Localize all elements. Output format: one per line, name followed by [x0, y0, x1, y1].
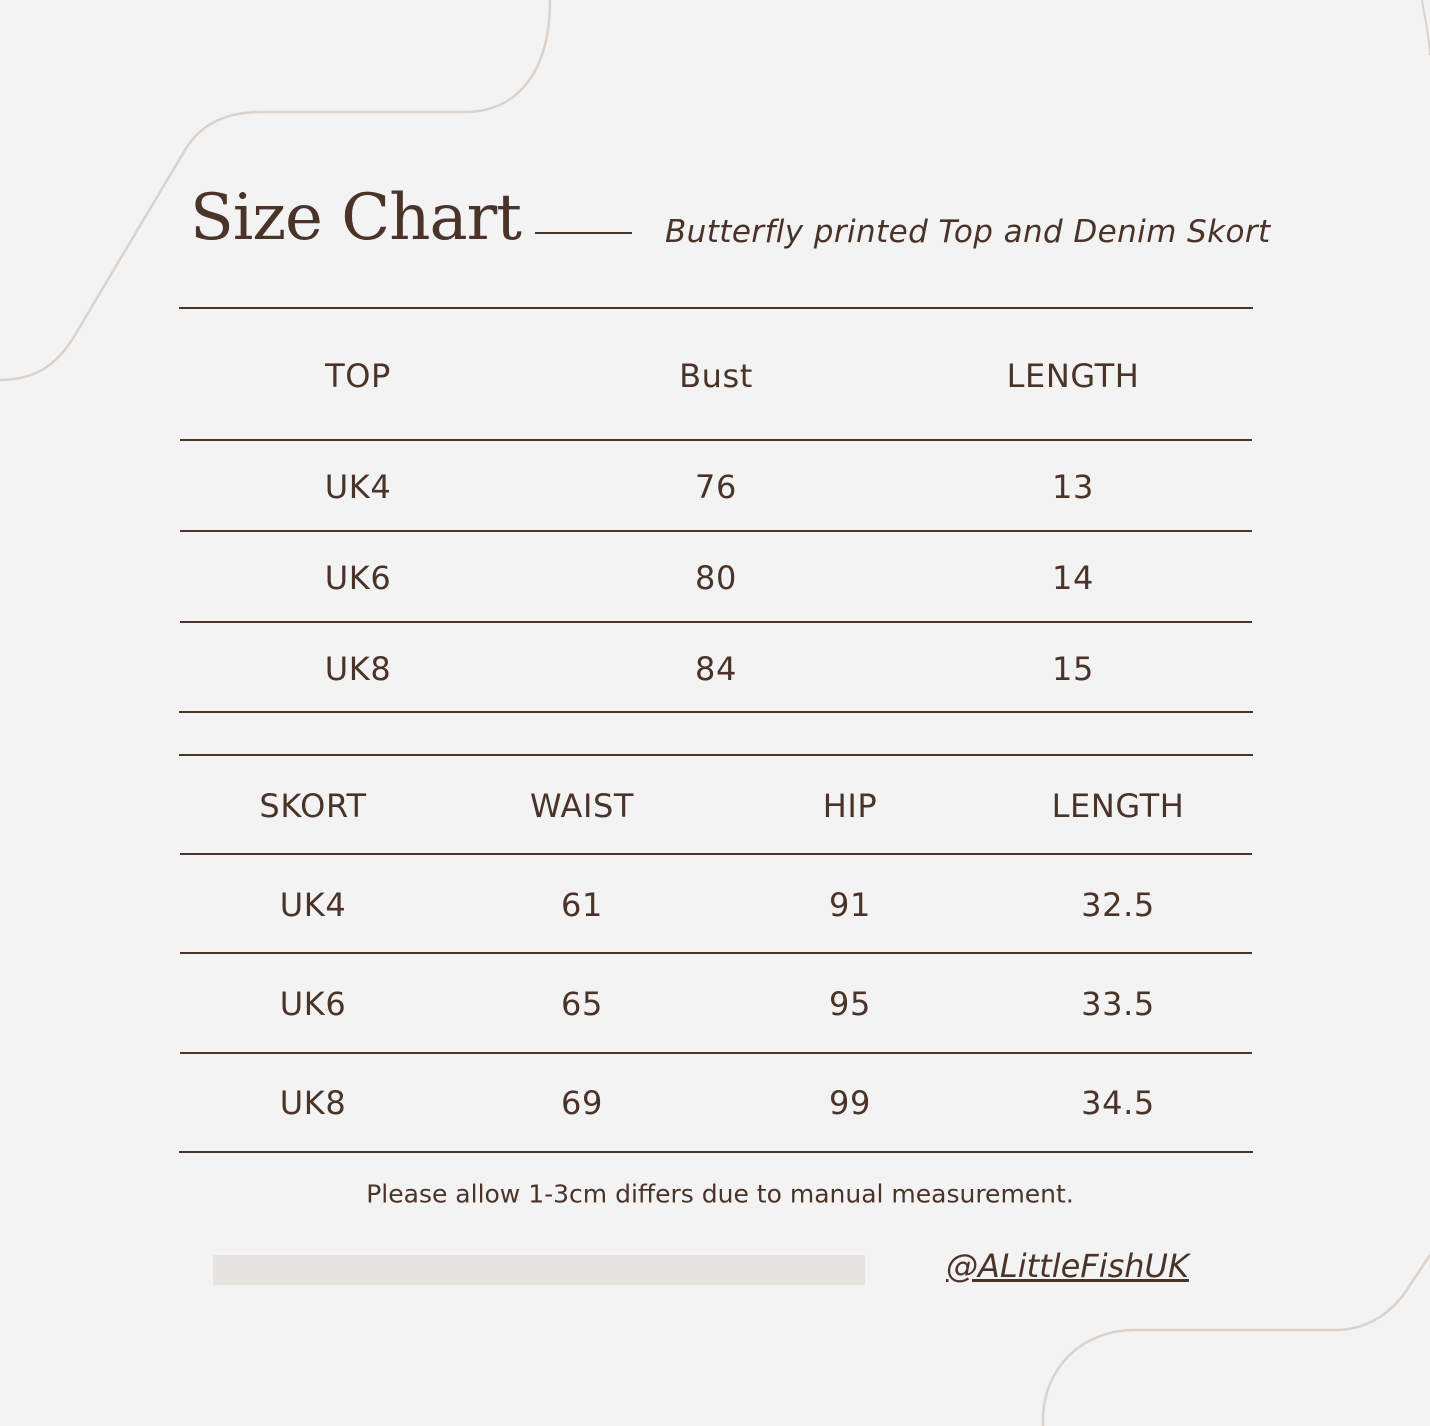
table-cell: 69: [561, 1084, 603, 1122]
table-rule: [179, 1151, 1253, 1153]
table-rule: [179, 307, 1253, 309]
table-cell: 65: [561, 985, 603, 1023]
table-cell: 76: [695, 468, 737, 506]
table-rule: [180, 621, 1252, 623]
header-cell: HIP: [822, 787, 878, 825]
table-cell: 84: [695, 650, 737, 688]
table-cell: UK8: [279, 1084, 347, 1122]
table-cell: UK4: [324, 468, 392, 506]
footer-bar: [213, 1255, 865, 1285]
table-cell: UK6: [324, 559, 392, 597]
table-cell: 80: [695, 559, 737, 597]
header-cell: LENGTH: [1051, 787, 1185, 825]
table-cell: 99: [829, 1084, 871, 1122]
table-cell: 61: [561, 886, 603, 924]
table-cell: 13: [1052, 468, 1094, 506]
table-rule: [180, 1052, 1252, 1054]
header-cell: WAIST: [529, 787, 635, 825]
table-cell: 33.5: [1081, 985, 1155, 1023]
table-cell: 91: [829, 886, 871, 924]
table-cell: 32.5: [1081, 886, 1155, 924]
table-rule: [180, 853, 1252, 855]
right-edge-curve: [1422, 0, 1430, 55]
table-rule: [179, 754, 1253, 756]
measurement-note: Please allow 1-3cm differs due to manual measurement.: [366, 1179, 1074, 1209]
header-cell: Bust: [679, 357, 753, 395]
table-rule: [180, 439, 1252, 441]
table-cell: UK4: [279, 886, 347, 924]
header-cell: SKORT: [259, 787, 367, 825]
table-cell: 15: [1052, 650, 1094, 688]
table-cell: 95: [829, 985, 871, 1023]
table-rule: [180, 952, 1252, 954]
social-handle-link[interactable]: @ALittleFishUK: [946, 1247, 1189, 1285]
table-rule: [179, 711, 1253, 713]
table-rule: [180, 530, 1252, 532]
page-subtitle: Butterfly printed Top and Denim Skort: [665, 214, 1271, 250]
title-divider: [535, 232, 632, 234]
table-cell: UK8: [324, 650, 392, 688]
page-title: Size Chart: [190, 181, 521, 255]
header-cell: TOP: [325, 357, 391, 395]
table-cell: 14: [1052, 559, 1094, 597]
header-cell: LENGTH: [1006, 357, 1140, 395]
table-cell: UK6: [279, 985, 347, 1023]
table-cell: 34.5: [1081, 1084, 1155, 1122]
